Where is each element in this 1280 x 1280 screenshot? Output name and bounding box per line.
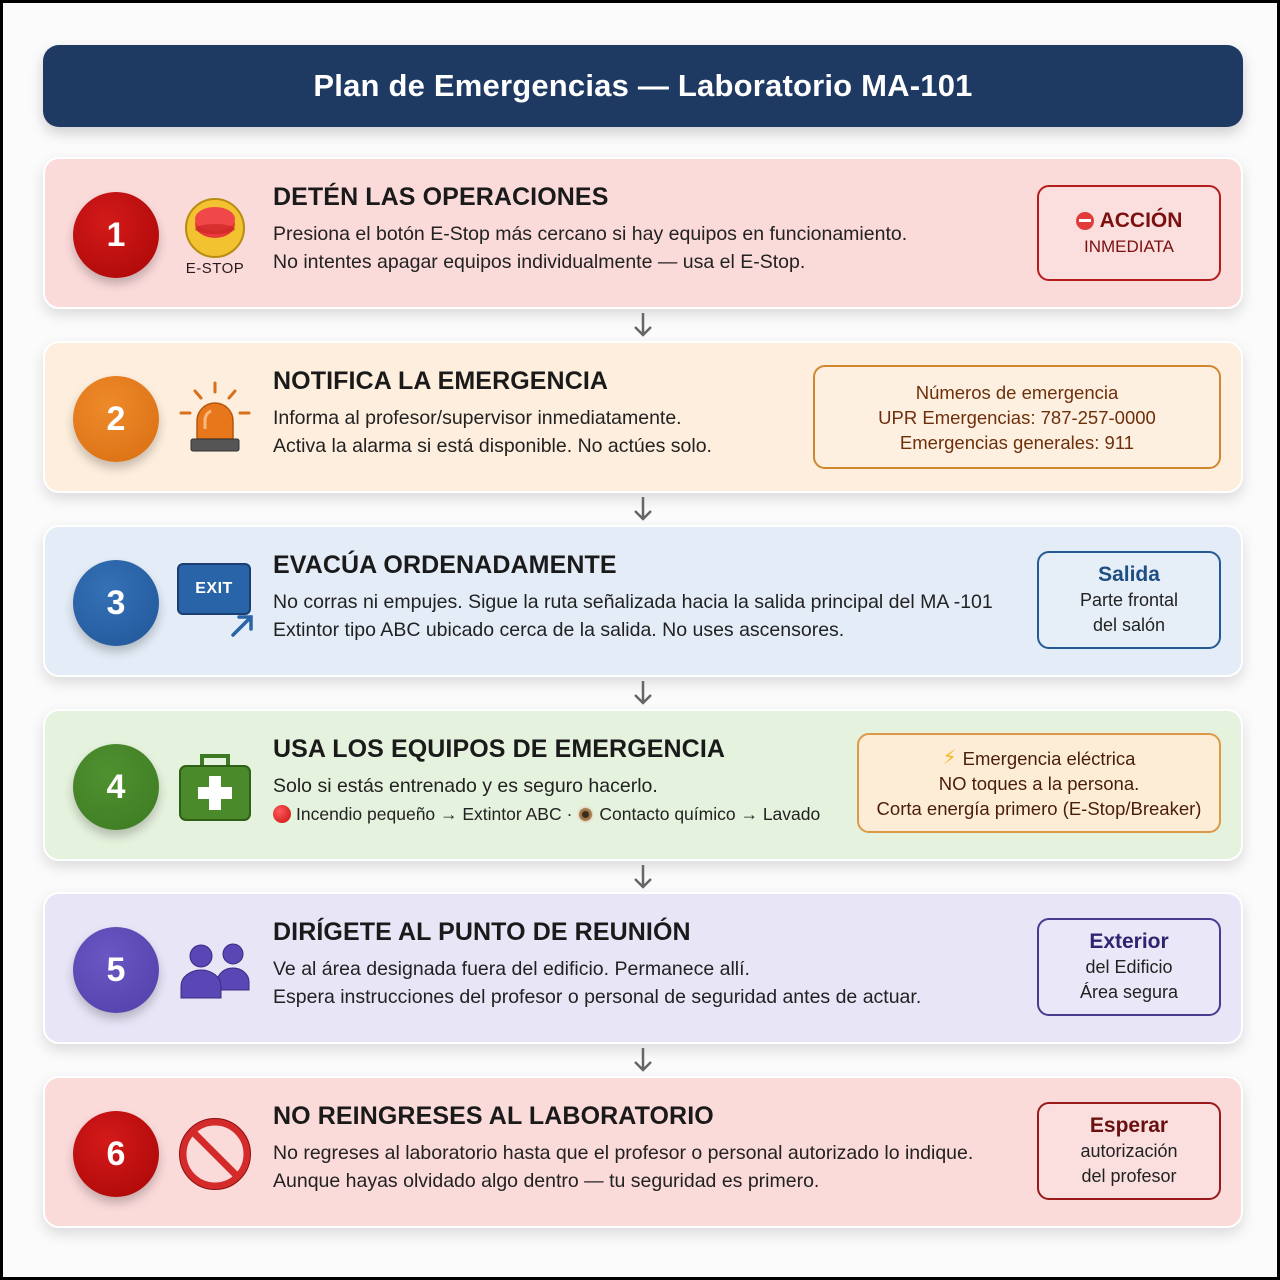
emergency-numbers-title: Números de emergencia — [915, 381, 1119, 403]
step-number: 4 — [106, 767, 126, 806]
arrow-up-right-icon — [229, 611, 257, 639]
electrical-emergency-box — [857, 733, 1221, 833]
step-card-4 — [43, 709, 1243, 861]
electrical-emergency-title: Emergencia eléctrica — [962, 747, 1136, 769]
step-line: Aunque hayas olvidado algo dentro — tu seguridad es primero. — [273, 1170, 820, 1192]
separator: · — [566, 804, 573, 824]
eye-icon — [577, 806, 594, 823]
prohibited-icon — [173, 1106, 257, 1202]
first-aid-kit-icon — [173, 739, 257, 835]
down-arrow-icon — [632, 311, 654, 339]
chemical-guide-text: Contacto químico → Lavado — [599, 804, 821, 824]
badge-line: INMEDIATA — [1083, 236, 1175, 256]
step-text — [273, 183, 907, 276]
step-number-badge — [73, 744, 159, 830]
step-line: No regreses al laboratorio hasta que el profesor o personal autorizado lo indique. — [273, 1142, 974, 1164]
emergency-numbers-box — [813, 365, 1221, 469]
exit-sign-icon — [175, 559, 259, 643]
step-number: 5 — [106, 950, 126, 989]
immediate-action-badge — [1037, 185, 1221, 281]
step-text — [273, 1102, 973, 1195]
step-number: 1 — [106, 215, 126, 254]
step-number-badge — [73, 376, 159, 462]
exit-label: EXIT — [195, 580, 233, 597]
step-number: 2 — [106, 399, 126, 438]
wait-authorization-line: del profesor — [1081, 1166, 1177, 1186]
step-line: Espera instrucciones del profesor o personal de seguridad antes de actuar. — [273, 986, 922, 1008]
step-title: DIRÍGETE AL PUNTO DE REUNIÓN — [273, 918, 691, 946]
meeting-point-title: Exterior — [1089, 930, 1169, 953]
step-card-3 — [43, 525, 1243, 677]
step-title: NO REINGRESES AL LABORATORIO — [273, 1102, 714, 1130]
step-text — [273, 735, 820, 828]
step-title: EVACÚA ORDENADAMENTE — [273, 551, 617, 579]
fire-guide-text: Incendio pequeño → Extintor ABC — [296, 804, 562, 824]
step-card-5 — [43, 892, 1243, 1044]
step-line: Presiona el botón E-Stop más cercano si hay equipos en funcionamiento. — [273, 223, 908, 245]
exit-location-line: del salón — [1092, 615, 1166, 635]
step-number: 3 — [106, 583, 126, 622]
step-line: Extintor tipo ABC ubicado cerca de la salida. No uses ascensores. — [273, 619, 845, 641]
meeting-point-line: del Edificio — [1085, 957, 1173, 977]
step-card-6 — [43, 1076, 1243, 1228]
step-text — [273, 551, 993, 644]
step-line: Ve al área designada fuera del edificio. Permanece allí. — [273, 958, 750, 980]
step-number-badge — [73, 927, 159, 1013]
step-card-2 — [43, 341, 1243, 493]
step-number-badge — [73, 560, 159, 646]
alarm-siren-icon — [173, 371, 257, 467]
step-text — [273, 918, 921, 1011]
page-header — [43, 45, 1243, 127]
people-group-icon — [173, 922, 257, 1018]
electrical-emergency-line: Corta energía primero (E-Stop/Breaker) — [876, 797, 1202, 819]
page-title: Plan de Emergencias — Laboratorio MA-101 — [313, 68, 973, 103]
step-number-badge — [73, 1111, 159, 1197]
step-card-1 — [43, 157, 1243, 309]
e-stop-button-icon — [173, 187, 257, 283]
step-line: Informa al profesor/supervisor inmediatamente. — [273, 407, 682, 429]
step-number: 6 — [106, 1134, 126, 1173]
wait-authorization-box — [1037, 1102, 1221, 1200]
down-arrow-icon — [632, 495, 654, 523]
down-arrow-icon — [632, 679, 654, 707]
step-title: USA LOS EQUIPOS DE EMERGENCIA — [273, 735, 726, 763]
exit-location-line: Parte frontal — [1079, 590, 1179, 610]
lightning-icon: ⚡ — [942, 746, 957, 769]
electrical-emergency-line: NO toques a la persona. — [938, 772, 1140, 794]
step-number-badge — [73, 192, 159, 278]
step-line: No intentes apagar equipos individualmente — usa el E-Stop. — [273, 251, 806, 273]
wait-authorization-line: autorización — [1080, 1141, 1178, 1161]
step-line: Activa la alarma si está disponible. No actúes solo. — [273, 435, 712, 457]
meeting-point-box — [1037, 918, 1221, 1016]
no-entry-icon — [1076, 212, 1094, 230]
exit-location-box — [1037, 551, 1221, 649]
meeting-point-line: Área segura — [1079, 982, 1179, 1002]
upr-emergency-number: UPR Emergencias: 787-257-0000 — [878, 406, 1156, 428]
general-emergency-number: Emergencias generales: 911 — [899, 431, 1135, 453]
exit-location-title: Salida — [1098, 563, 1160, 586]
equipment-guide-line — [273, 800, 820, 828]
badge-title: ACCIÓN — [1099, 208, 1183, 232]
step-title: DETÉN LAS OPERACIONES — [273, 183, 609, 211]
fire-red-circle-icon — [273, 805, 291, 823]
down-arrow-icon — [632, 1046, 654, 1074]
down-arrow-icon — [632, 863, 654, 891]
e-stop-label: E-STOP — [185, 259, 245, 277]
step-line: No corras ni empujes. Sigue la ruta señalizada hacia la salida principal del MA -101 — [273, 591, 993, 613]
step-line: Solo si estás entrenado y es seguro hacerlo. — [273, 775, 658, 797]
step-text — [273, 367, 712, 460]
wait-authorization-title: Esperar — [1089, 1114, 1169, 1137]
step-title: NOTIFICA LA EMERGENCIA — [273, 367, 609, 395]
